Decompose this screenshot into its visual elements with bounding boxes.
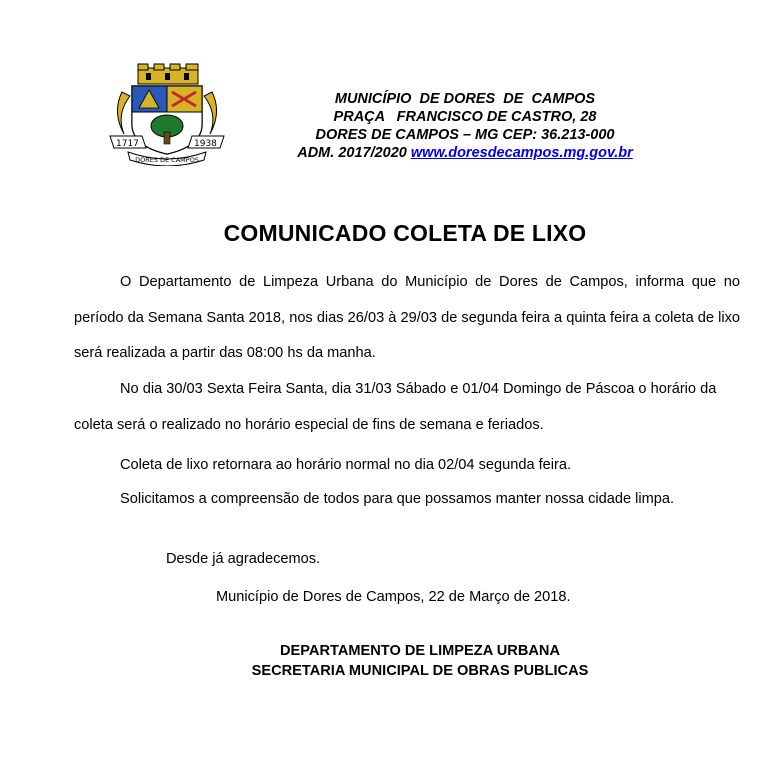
signature-block [0, 641, 768, 681]
secretariat-name: SECRETARIA MUNICIPAL DE OBRAS PUBLICAS [251, 663, 589, 679]
crest-year-right: 1938 [194, 139, 217, 149]
website-link[interactable]: www.doresdecampos.mg.gov.br [410, 145, 633, 161]
mural-crown [138, 64, 198, 84]
letterhead [250, 90, 680, 162]
document-title: COMUNICADO COLETA DE LIXO [223, 220, 587, 246]
crest-year-left: 1717 [116, 139, 139, 149]
department-name: DEPARTAMENTO DE LIMPEZA URBANA [280, 643, 560, 659]
paragraph-holy-week-schedule: O Departamento de Limpeza Urbana do Município de Dores de Campos, informa que no período da Semana Santa 2018, nos dias 26/03 à 29/03 de segunda feira a quinta feira a coleta de lixo será realizada a partir das 08:00 hs da manha. [74, 274, 740, 361]
city-postal-code: DORES DE CAMPOS – MG CEP: 36.213-000 [315, 127, 615, 143]
place-and-date: Município de Dores de Campos, 22 de Março de 2018. [216, 589, 571, 605]
administration-line [250, 144, 680, 162]
crest-banner-text: DORES DE CAMPOS [135, 156, 199, 164]
municipal-coat-of-arms [108, 62, 226, 166]
thanks-line: Desde já agradecemos. [166, 551, 321, 567]
paragraph-holiday-schedule: No dia 30/03 Sexta Feira Santa, dia 31/03 Sábado e 01/04 Domingo de Páscoa o horário da coleta será o realizado no horário especial de fins de semana e feriados. [74, 381, 717, 433]
administration-period: ADM. 2017/2020 [297, 145, 411, 161]
municipality-name: MUNICÍPIO DE DORES DE CAMPOS [334, 91, 596, 107]
street-address: PRAÇA FRANCISCO DE CASTRO, 28 [333, 109, 597, 125]
paragraph-normal-schedule: Coleta de lixo retornara ao horário normal no dia 02/04 segunda feira. [120, 457, 572, 473]
paragraph-request: Solicitamos a compreensão de todos para que possamos manter nossa cidade limpa. [120, 491, 675, 507]
